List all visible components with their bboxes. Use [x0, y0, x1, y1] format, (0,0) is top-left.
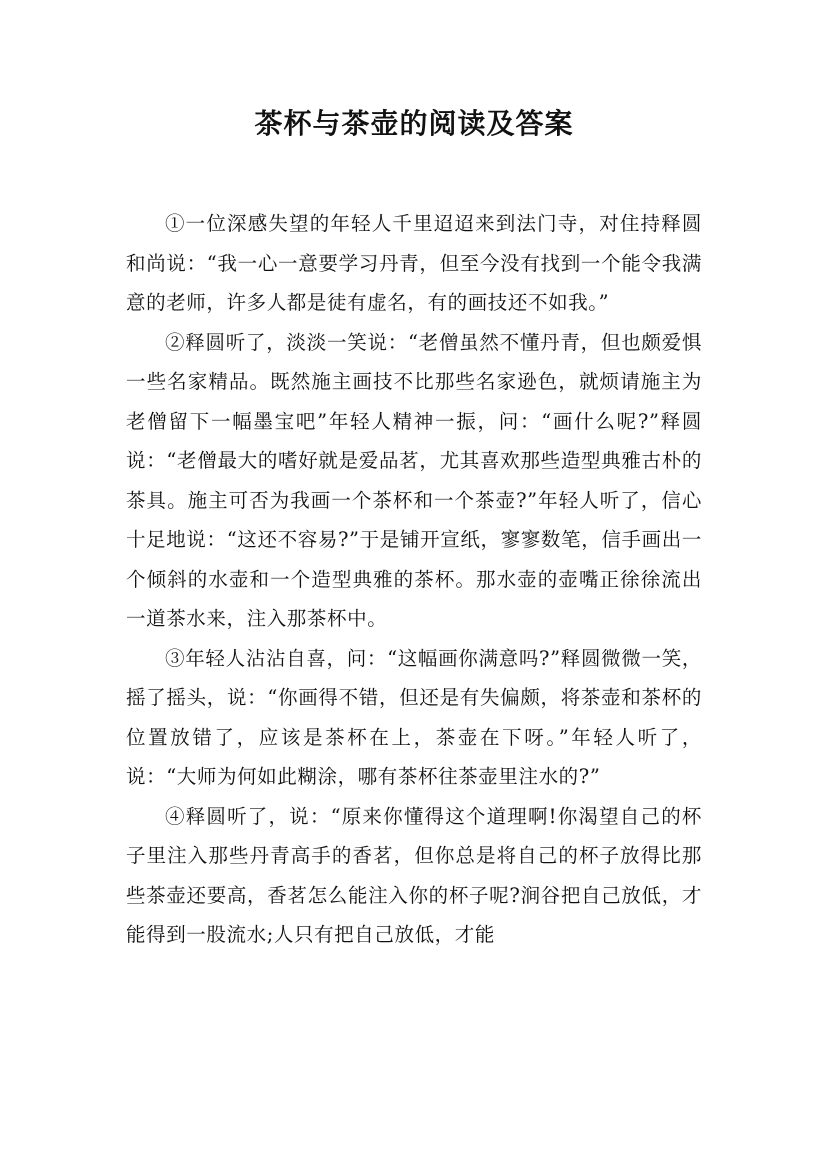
document-title: 茶杯与茶壶的阅读及答案	[254, 107, 574, 140]
paragraph-2: ②释圆听了，淡淡一笑说：“老僧虽然不懂丹青，但也颇爱惧一些名家精品。既然施主画技不比那些名家逊色，就烦请施主为老僧留下一幅墨宝吧”年轻人精神一振，问：“画什么呢?”释圆说：“老僧最大的嗜好就是爱品茗，尤其喜欢那些造型典雅古朴的茶具。施主可否为我画一个茶杯和一个茶壶?”年轻人听了，信心十足地说：“这还不容易?”于是铺开宣纸，寥寥数笔，信手画出一个倾斜的水壶和一个造型典雅的茶杯。那水壶的壶嘴正徐徐流出一道茶水来，注入那茶杯中。	[126, 330, 702, 630]
paragraph-4: ④释圆听了，说：“原来你懂得这个道理啊!你渴望自己的杯子里注入那些丹青高手的香茗，但你总是将自己的杯子放得比那些茶壶还要高，香茗怎么能注入你的杯子呢?涧谷把自己放低，才能得到一股流水;人只有把自己放低，才能	[126, 804, 702, 946]
paragraph-3: ③年轻人沾沾自喜，问：“这幅画你满意吗?”释圆微微一笑，摇了摇头，说：“你画得不错，但还是有失偏颇，将茶壶和茶杯的位置放错了，应该是茶杯在上，茶壶在下呀。”年轻人听了，说：“大师为何如此糊涂，哪有茶杯往茶壶里注水的?”	[126, 646, 702, 788]
document-page	[126, 100, 702, 955]
paragraph-1: ①一位深感失望的年轻人千里迢迢来到法门寺，对住持释圆和尚说：“我一心一意要学习丹青，但至今没有找到一个能令我满意的老师，许多人都是徒有虚名，有的画技还不如我。”	[126, 212, 702, 314]
